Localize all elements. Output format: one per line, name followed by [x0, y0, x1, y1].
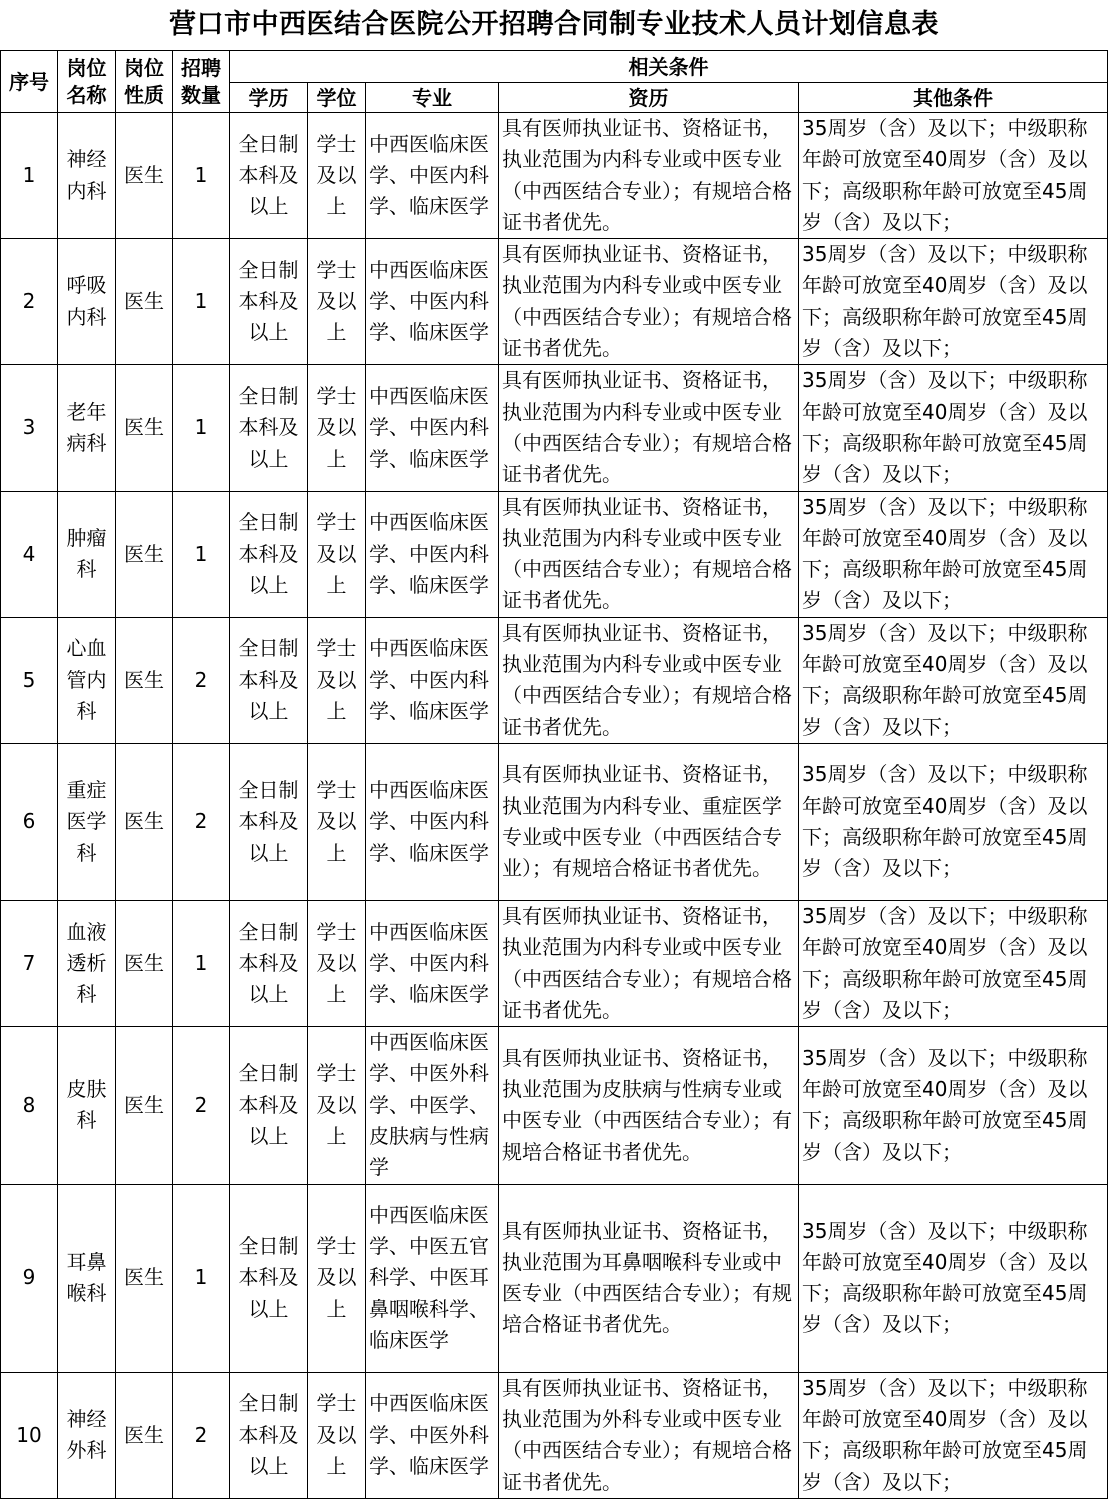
cell-major: 中西医临床医学、中医外科学、临床医学 — [366, 1372, 499, 1498]
cell-post-type: 医生 — [116, 900, 173, 1026]
header-major: 专业 — [366, 83, 499, 113]
cell-seq: 2 — [1, 239, 58, 365]
cell-major: 中西医临床医学、中医外科学、中医学、皮肤病与性病学 — [366, 1027, 499, 1184]
cell-post-name: 重症医学科 — [58, 743, 116, 900]
cell-seq: 3 — [1, 365, 58, 491]
cell-other: 35周岁（含）及以下；中级职称年龄可放宽至40周岁（含）及以下；高级职称年龄可放宽至45周岁（含）及以下； — [799, 113, 1108, 239]
cell-degree: 学士及以上 — [308, 491, 366, 617]
cell-other: 35周岁（含）及以下；中级职称年龄可放宽至40周岁（含）及以下；高级职称年龄可放宽至45周岁（含）及以下； — [799, 900, 1108, 1026]
header-seq: 序号 — [1, 51, 58, 113]
cell-other: 35周岁（含）及以下；中级职称年龄可放宽至40周岁（含）及以下；高级职称年龄可放宽至45周岁（含）及以下； — [799, 1184, 1108, 1372]
table-row — [1, 900, 1108, 1026]
cell-degree: 学士及以上 — [308, 239, 366, 365]
cell-qualification: 具有医师执业证书、资格证书，执业范围为内科专业、重症医学专业或中医专业（中西医结合专业）；有规培合格证书者优先。 — [499, 743, 799, 900]
table-body — [1, 113, 1108, 1499]
cell-post-name: 心血管内科 — [58, 617, 116, 743]
cell-post-name: 老年病科 — [58, 365, 116, 491]
header-education: 学历 — [230, 83, 308, 113]
cell-other: 35周岁（含）及以下；中级职称年龄可放宽至40周岁（含）及以下；高级职称年龄可放宽至45周岁（含）及以下； — [799, 1027, 1108, 1184]
cell-degree: 学士及以上 — [308, 365, 366, 491]
cell-post-name: 呼吸内科 — [58, 239, 116, 365]
cell-major: 中西医临床医学、中医内科学、临床医学 — [366, 365, 499, 491]
table-row — [1, 1372, 1108, 1498]
cell-degree: 学士及以上 — [308, 617, 366, 743]
header-other: 其他条件 — [799, 83, 1108, 113]
cell-count: 2 — [173, 1372, 230, 1498]
cell-count: 2 — [173, 617, 230, 743]
cell-other: 35周岁（含）及以下；中级职称年龄可放宽至40周岁（含）及以下；高级职称年龄可放宽至45周岁（含）及以下； — [799, 365, 1108, 491]
cell-other: 35周岁（含）及以下；中级职称年龄可放宽至40周岁（含）及以下；高级职称年龄可放宽至45周岁（含）及以下； — [799, 239, 1108, 365]
cell-major: 中西医临床医学、中医五官科学、中医耳鼻咽喉科学、临床医学 — [366, 1184, 499, 1372]
cell-seq: 8 — [1, 1027, 58, 1184]
cell-post-name: 血液透析科 — [58, 900, 116, 1026]
cell-degree: 学士及以上 — [308, 900, 366, 1026]
cell-other: 35周岁（含）及以下；中级职称年龄可放宽至40周岁（含）及以下；高级职称年龄可放宽至45周岁（含）及以下； — [799, 743, 1108, 900]
cell-post-type: 医生 — [116, 239, 173, 365]
cell-education: 全日制本科及以上 — [230, 743, 308, 900]
cell-qualification: 具有医师执业证书、资格证书，执业范围为内科专业或中医专业（中西医结合专业）；有规培合格证书者优先。 — [499, 900, 799, 1026]
cell-major: 中西医临床医学、中医内科学、临床医学 — [366, 743, 499, 900]
cell-degree: 学士及以上 — [308, 113, 366, 239]
table-row — [1, 239, 1108, 365]
recruitment-table — [0, 50, 1108, 1499]
header-qualification: 资历 — [499, 83, 799, 113]
cell-post-type: 医生 — [116, 743, 173, 900]
cell-count: 1 — [173, 491, 230, 617]
header-conditions: 相关条件 — [230, 51, 1108, 83]
cell-major: 中西医临床医学、中医内科学、临床医学 — [366, 239, 499, 365]
header-count: 招聘数量 — [173, 51, 230, 113]
cell-seq: 9 — [1, 1184, 58, 1372]
cell-count: 1 — [173, 900, 230, 1026]
cell-seq: 7 — [1, 900, 58, 1026]
cell-education: 全日制本科及以上 — [230, 617, 308, 743]
header-post-type: 岗位性质 — [116, 51, 173, 113]
table-row — [1, 365, 1108, 491]
cell-qualification: 具有医师执业证书、资格证书，执业范围为内科专业或中医专业（中西医结合专业）；有规培合格证书者优先。 — [499, 491, 799, 617]
page-title: 营口市中西医结合医院公开招聘合同制专业技术人员计划信息表 — [169, 9, 939, 40]
cell-education: 全日制本科及以上 — [230, 365, 308, 491]
table-row — [1, 743, 1108, 900]
cell-post-type: 医生 — [116, 1184, 173, 1372]
cell-seq: 1 — [1, 113, 58, 239]
cell-seq: 4 — [1, 491, 58, 617]
cell-qualification: 具有医师执业证书、资格证书，执业范围为内科专业或中医专业（中西医结合专业）；有规培合格证书者优先。 — [499, 113, 799, 239]
cell-post-type: 医生 — [116, 1027, 173, 1184]
cell-post-type: 医生 — [116, 113, 173, 239]
cell-qualification: 具有医师执业证书、资格证书，执业范围为皮肤病与性病专业或中医专业（中西医结合专业）；有规培合格证书者优先。 — [499, 1027, 799, 1184]
cell-degree: 学士及以上 — [308, 1184, 366, 1372]
cell-count: 1 — [173, 239, 230, 365]
cell-major: 中西医临床医学、中医内科学、临床医学 — [366, 617, 499, 743]
cell-education: 全日制本科及以上 — [230, 491, 308, 617]
cell-post-type: 医生 — [116, 617, 173, 743]
cell-degree: 学士及以上 — [308, 1027, 366, 1184]
header-post-name: 岗位名称 — [58, 51, 116, 113]
cell-qualification: 具有医师执业证书、资格证书，执业范围为内科专业或中医专业（中西医结合专业）；有规培合格证书者优先。 — [499, 617, 799, 743]
cell-post-type: 医生 — [116, 491, 173, 617]
cell-major: 中西医临床医学、中医内科学、临床医学 — [366, 900, 499, 1026]
table-row — [1, 617, 1108, 743]
cell-count: 2 — [173, 743, 230, 900]
cell-education: 全日制本科及以上 — [230, 1184, 308, 1372]
cell-education: 全日制本科及以上 — [230, 900, 308, 1026]
cell-other: 35周岁（含）及以下；中级职称年龄可放宽至40周岁（含）及以下；高级职称年龄可放宽至45周岁（含）及以下； — [799, 1372, 1108, 1498]
cell-qualification: 具有医师执业证书、资格证书，执业范围为内科专业或中医专业（中西医结合专业）；有规培合格证书者优先。 — [499, 239, 799, 365]
cell-seq: 10 — [1, 1372, 58, 1498]
cell-count: 1 — [173, 1184, 230, 1372]
cell-degree: 学士及以上 — [308, 1372, 366, 1498]
cell-education: 全日制本科及以上 — [230, 1372, 308, 1498]
cell-major: 中西医临床医学、中医内科学、临床医学 — [366, 491, 499, 617]
cell-education: 全日制本科及以上 — [230, 113, 308, 239]
table-row — [1, 113, 1108, 239]
cell-count: 1 — [173, 365, 230, 491]
cell-degree: 学士及以上 — [308, 743, 366, 900]
cell-count: 1 — [173, 113, 230, 239]
cell-post-type: 医生 — [116, 1372, 173, 1498]
cell-qualification: 具有医师执业证书、资格证书，执业范围为内科专业或中医专业（中西医结合专业）；有规培合格证书者优先。 — [499, 365, 799, 491]
cell-qualification: 具有医师执业证书、资格证书，执业范围为外科专业或中医专业（中西医结合专业）；有规培合格证书者优先。 — [499, 1372, 799, 1498]
cell-post-type: 医生 — [116, 365, 173, 491]
table-row — [1, 1027, 1108, 1184]
table-row — [1, 491, 1108, 617]
cell-other: 35周岁（含）及以下；中级职称年龄可放宽至40周岁（含）及以下；高级职称年龄可放宽至45周岁（含）及以下； — [799, 617, 1108, 743]
cell-seq: 5 — [1, 617, 58, 743]
cell-education: 全日制本科及以上 — [230, 1027, 308, 1184]
cell-count: 2 — [173, 1027, 230, 1184]
cell-seq: 6 — [1, 743, 58, 900]
cell-post-name: 神经内科 — [58, 113, 116, 239]
cell-major: 中西医临床医学、中医内科学、临床医学 — [366, 113, 499, 239]
cell-post-name: 肿瘤科 — [58, 491, 116, 617]
cell-post-name: 皮肤科 — [58, 1027, 116, 1184]
cell-other: 35周岁（含）及以下；中级职称年龄可放宽至40周岁（含）及以下；高级职称年龄可放宽至45周岁（含）及以下； — [799, 491, 1108, 617]
cell-post-name: 神经外科 — [58, 1372, 116, 1498]
cell-qualification: 具有医师执业证书、资格证书，执业范围为耳鼻咽喉科专业或中医专业（中西医结合专业）；有规培合格证书者优先。 — [499, 1184, 799, 1372]
cell-post-name: 耳鼻喉科 — [58, 1184, 116, 1372]
table-row — [1, 1184, 1108, 1372]
header-degree: 学位 — [308, 83, 366, 113]
cell-education: 全日制本科及以上 — [230, 239, 308, 365]
